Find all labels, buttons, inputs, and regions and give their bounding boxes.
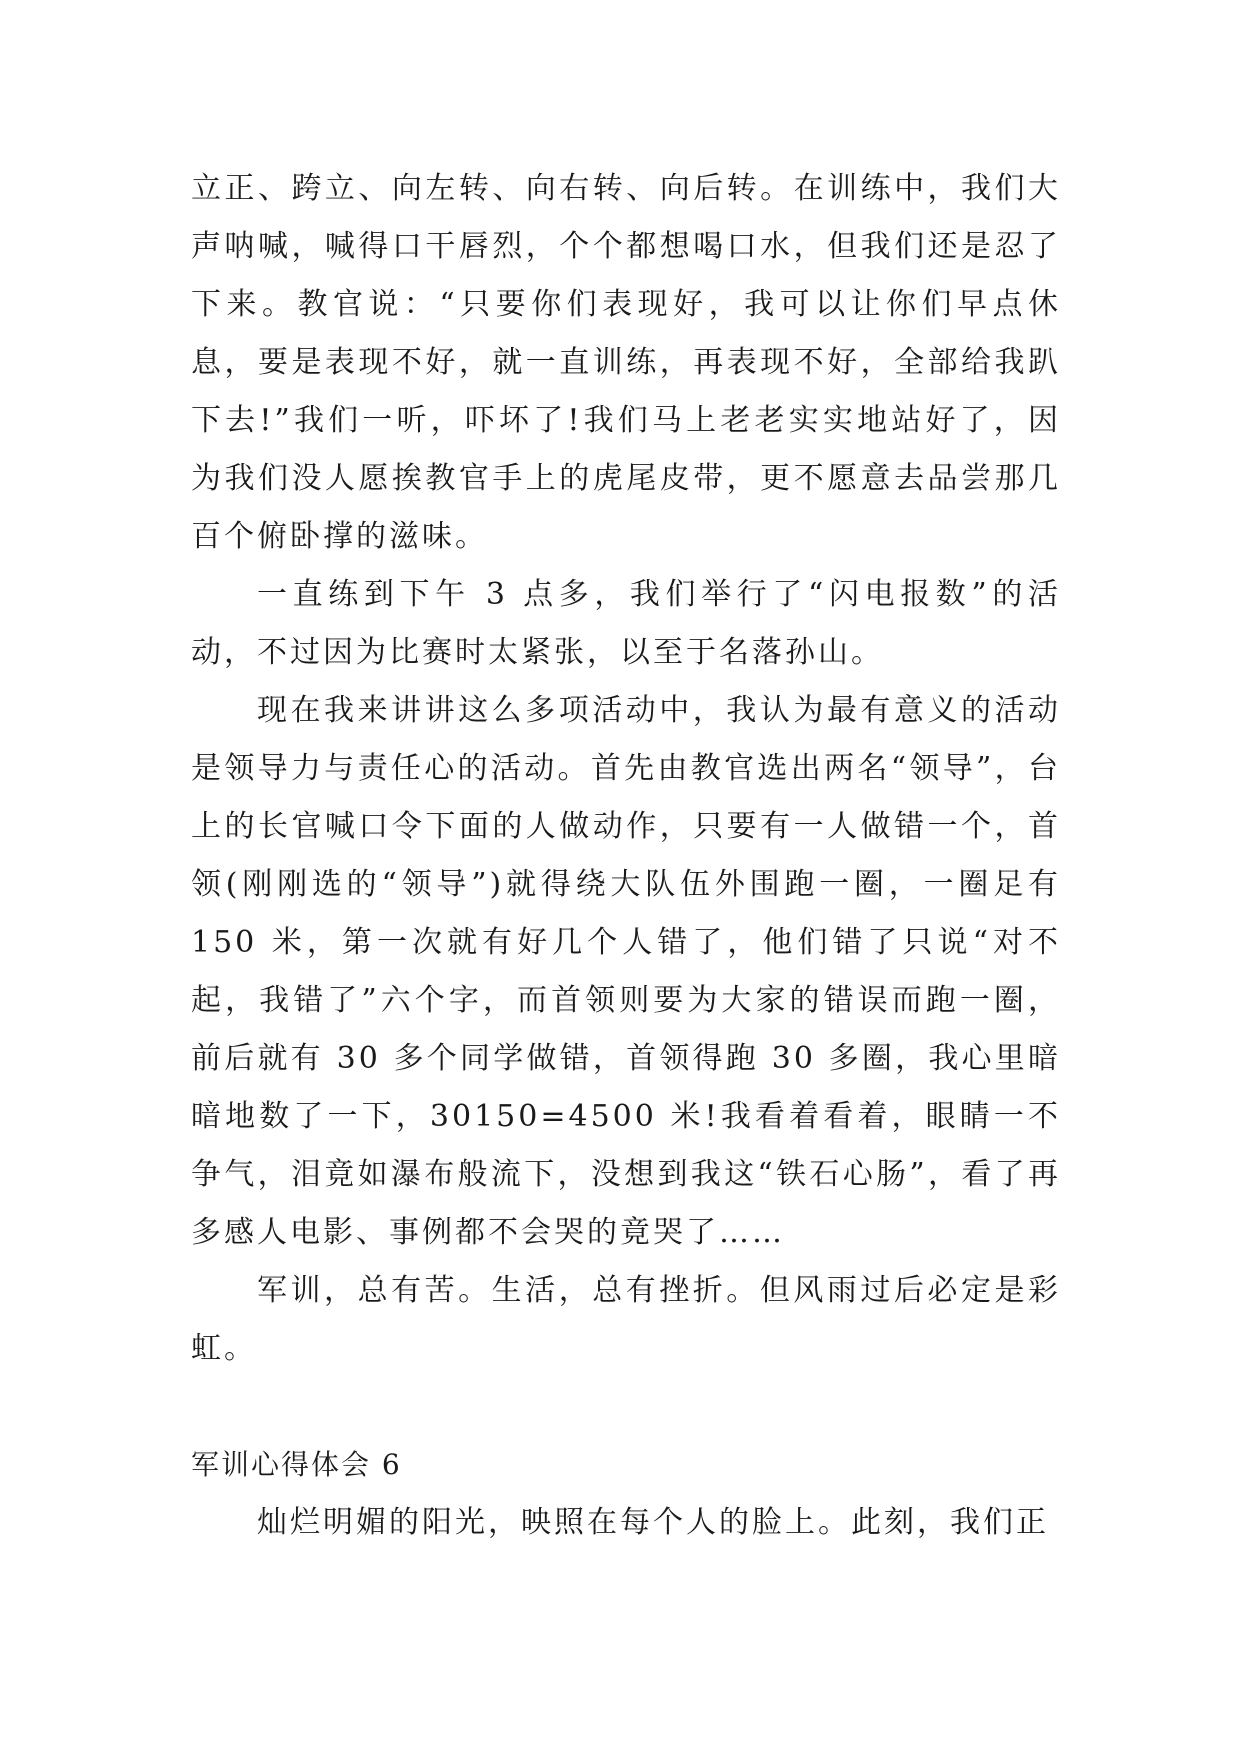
paragraph: 军训，总有苦。生活，总有挫折。但风雨过后必定是彩虹。 (191, 1273, 1061, 1366)
paragraph: 灿烂明媚的阳光，映照在每个人的脸上。此刻，我们正 (257, 1505, 1049, 1540)
document-body (191, 160, 1061, 1552)
section-heading: 军训心得体会 6 (191, 1448, 402, 1481)
paragraph: 一直练到下午 3 点多，我们举行了“闪电报数”的活动，不过因为比赛时太紧张，以至于名落孙山。 (191, 577, 1061, 670)
paragraph: 现在我来讲讲这么多项活动中，我认为最有意义的活动是领导力与责任心的活动。首先由教官选出两名“领导”，台上的长官喊口令下面的人做动作，只要有一人做错一个，首领(刚刚选的“领导”)就得绕大队伍外围跑一圈，一圈足有 150 米，第一次就有好几个人错了，他们错了只说“对不起，我错了”六个字，而首领则要为大家的错误而跑一圈，前后就有 30 多个同学做错，首领得跑 30 多圈，我心里暗暗地数了一下，30150=4500 米!我看着看着，眼睛一不争气，泪竟如瀑布般流下，没想到我这“铁石心肠”，看了再多感人电影、事例都不会哭的竟哭了…… (191, 693, 1061, 1250)
paragraph: 立正、跨立、向左转、向右转、向后转。在训练中，我们大声呐喊，喊得口干唇烈，个个都想喝口水，但我们还是忍了下来。教官说：“只要你们表现好，我可以让你们早点休息，要是表现不好，就一直训练，再表现不好，全部给我趴下去!”我们一听，吓坏了!我们马上老老实实地站好了，因为我们没人愿挨教官手上的虎尾皮带，更不愿意去品尝那几百个俯卧撑的滋味。 (191, 171, 1061, 554)
